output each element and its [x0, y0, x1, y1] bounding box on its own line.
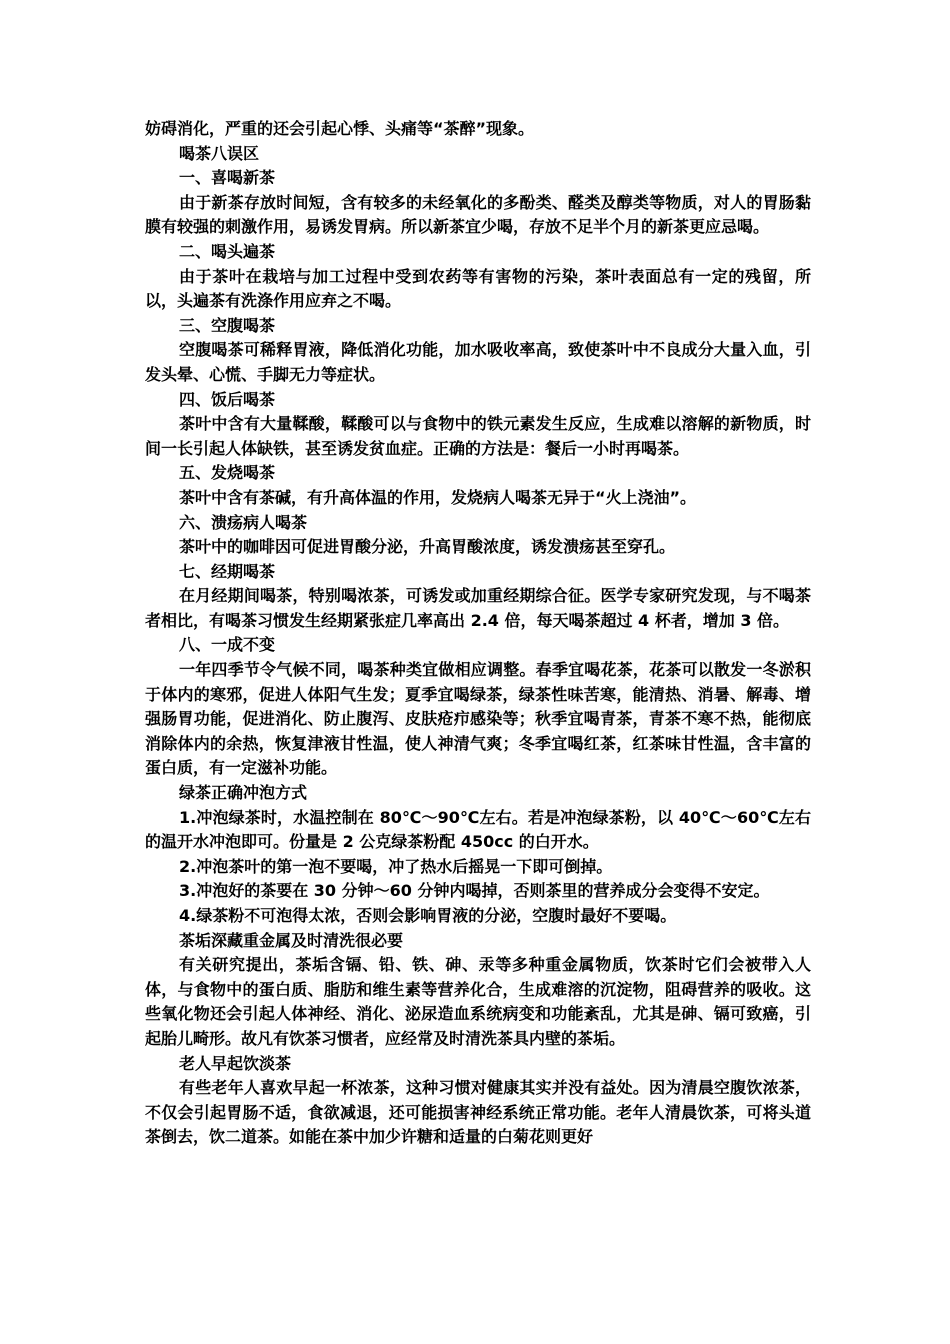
subheading: 八、一成不变	[179, 635, 276, 655]
subheading: 六、溃疡病人喝茶	[179, 512, 308, 532]
body-paragraph: 茶叶中含有大量鞣酸，鞣酸可以与食物中的铁元素发生反应，生成难以溶解的新物质，时间一长引起人体缺铁，甚至诱发贫血症。正确的方法是：餐后一小时再喝茶。	[145, 414, 811, 458]
body-paragraph: 3.冲泡好的茶要在 30 分钟～60 分钟内喝掉，否则茶里的营养成分会变得不安定。	[179, 881, 770, 901]
subheading: 一、喜喝新茶	[179, 168, 276, 188]
subheading: 四、饭后喝茶	[179, 389, 276, 409]
body-paragraph: 在月经期间喝茶，特别喝浓茶，可诱发或加重经期综合征。医学专家研究发现，与不喝茶者相比，有喝茶习惯发生经期紧张症几率高出 2.4 倍，每天喝茶超过 4 杯者，增加 3 倍。	[145, 586, 811, 630]
body-paragraph: 茶叶中含有茶碱，有升高体温的作用，发烧病人喝茶无异于“火上浇油”。	[179, 487, 697, 507]
body-paragraph: 2.冲泡茶叶的第一泡不要喝，冲了热水后摇晃一下即可倒掉。	[179, 856, 613, 876]
body-paragraph: 4.绿茶粉不可泡得太浓，否则会影响胃液的分泌，空腹时最好不要喝。	[179, 906, 677, 925]
subheading: 七、经期喝茶	[179, 561, 276, 581]
body-paragraph: 由于新茶存放时间短，含有较多的未经氧化的多酚类、醛类及醇类等物质，对人的胃肠黏膜有较强的刺激作用，易诱发胃病。所以新茶宜少喝，存放不足半个月的新茶更应忌喝。	[145, 192, 811, 237]
subheading: 二、喝头遍茶	[179, 241, 276, 261]
body-paragraph: 由于茶叶在栽培与加工过程中受到农药等有害物的污染，茶叶表面总有一定的残留，所以，头遍茶有洗涤作用应弃之不喝。	[145, 266, 811, 311]
body-paragraph: 有关研究提出，茶垢含镉、铅、铁、砷、汞等多种重金属物质，饮茶时它们会被带入人体，与食物中的蛋白质、脂肪和维生素等营养化合，生成难溶的沉淀物，阻碍营养的吸收。这些氧化物还会引起人体神经、消化、泌尿造血系统病变和功能紊乱，尤其是砷、镉可致癌，引起胎儿畸形。故凡有饮茶习惯者，应经常及时清洗茶具内壁的茶垢。	[145, 955, 811, 1048]
body-paragraph: 一年四季节令气候不同，喝茶种类宜做相应调整。春季宜喝花茶，花茶可以散发一冬淤积于体内的寒邪，促进人体阳气生发；夏季宜喝绿茶，绿茶性味苦寒，能清热、消暑、解毒、增强肠胃功能，促进消化、防止腹泻、皮肤疮疖感染等；秋季宜喝青茶，青茶不寒不热，能彻底消除体内的余热，恢复津液甘性温，使人神清气爽；冬季宜喝红茶，红茶味甘性温，含丰富的蛋白质，有一定滋补功能。	[145, 660, 811, 778]
body-paragraph: 1.冲泡绿茶时，水温控制在 80℃～90℃左右。若是冲泡绿茶粉，以 40℃～60℃左右的温开水冲泡即可。份量是 2 公克绿茶粉配 450cc 的白开水。	[145, 807, 811, 852]
body-paragraph: 空腹喝茶可稀释胃液，降低消化功能，加水吸收率高，致使茶叶中不良成分大量入血，引发头晕、心慌、手脚无力等症状。	[145, 340, 811, 384]
body-paragraph: 有些老年人喜欢早起一杯浓茶，这种习惯对健康其实并没有益处。因为清晨空腹饮浓茶，不仅会引起胃肠不适，食欲减退，还可能损害神经系统正常功能。老年人清晨饮茶，可将头道茶倒去，饮二道茶。如能在茶中加少许糖和适量的白菊花则更好	[145, 1078, 811, 1147]
document-body	[145, 117, 811, 1150]
section-title: 喝茶八误区	[179, 143, 260, 163]
section-title: 绿茶正确冲泡方式	[179, 783, 308, 803]
body-paragraph: 茶叶中的咖啡因可促进胃酸分泌，升高胃酸浓度，诱发溃疡甚至穿孔。	[179, 537, 676, 557]
section-title: 茶垢深藏重金属及时清洗很必要	[179, 930, 404, 950]
continued-paragraph: 妨碍消化，严重的还会引起心悸、头痛等“茶醉”现象。	[145, 119, 535, 138]
subheading: 三、空腹喝茶	[179, 315, 276, 335]
subheading: 五、发烧喝茶	[179, 463, 276, 483]
section-title: 老人早起饮淡茶	[179, 1053, 292, 1073]
